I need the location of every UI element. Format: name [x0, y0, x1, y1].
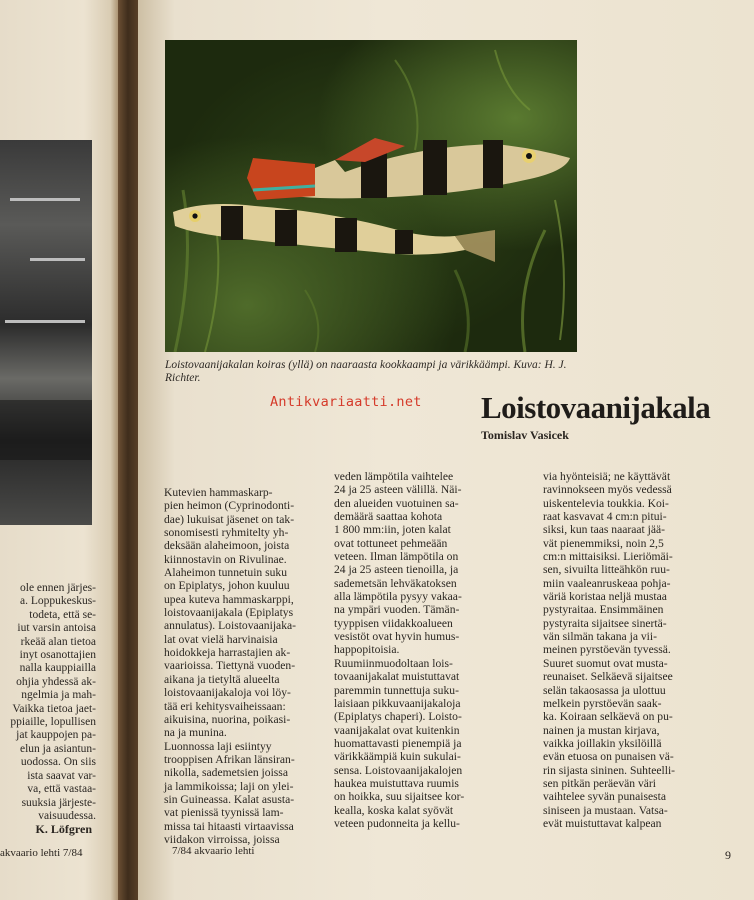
page-number: 9	[725, 848, 731, 862]
text-line: vaisuudessa.	[38, 809, 96, 822]
text-line: selän takaosassa ja ulottuu	[543, 683, 666, 697]
text-line: inyt osanottajien	[19, 649, 96, 662]
text-line: uodossa. On siis	[20, 756, 96, 769]
text-line: ngelmia ja mah-	[21, 689, 96, 702]
text-line: pystyraita sijaitsee sinertä-	[543, 616, 667, 630]
text-line: aikana ja tietyltä alueelta	[164, 672, 280, 686]
article-author: Tomislav Vasicek	[481, 428, 569, 442]
text-line: todeta, että se-	[29, 608, 96, 621]
text-line: nainen ja mustan kirjava,	[543, 723, 660, 737]
text-line: sen pitkän peräevän väri	[543, 776, 656, 790]
text-line: Alaheimon tunnetuin suku	[164, 566, 288, 580]
meeting-photo	[0, 140, 92, 525]
text-line: ka. Koiraan selkäevä on pu-	[543, 710, 673, 724]
signature: K. Löfgren	[35, 822, 92, 836]
text-line: värikkäämpiä kuin sukulai-	[334, 750, 461, 764]
text-line: 1 800 mm:iin, joten kalat	[334, 523, 451, 537]
text-line: ole ennen järjes-	[20, 582, 96, 594]
text-line: miin vaaleanruskeaa pohja-	[543, 576, 671, 590]
text-line: vaikka joillakin yksilöillä	[543, 736, 662, 750]
text-line: pien heimon (Cyprinodonti-	[164, 499, 295, 513]
text-line: vät pienemmiksi, noin 2,5	[543, 536, 664, 550]
text-line: paremmin tunnettuja suku-	[334, 683, 459, 697]
text-line: melkein pyrstöevän saak-	[543, 696, 662, 710]
text-line: a. Loppukeskus-	[19, 595, 96, 608]
watermark: Antikvariaatti.net	[270, 394, 422, 410]
text-line: 24 ja 25 asteen tienoilla, ja	[334, 563, 459, 577]
book-gutter	[118, 0, 140, 900]
article-title: Loistovaanijakala	[481, 390, 711, 425]
text-line: Luonnossa laji esiintyy	[164, 739, 272, 753]
text-line: väriä koristaa neljä mustaa	[543, 590, 667, 604]
text-line: iut varsin antoisa	[17, 622, 96, 635]
text-line: evät muistuttavat kalpean	[543, 816, 662, 830]
text-line: reunaiset. Selkäevä sijaitsee	[543, 670, 673, 684]
text-line: kiinnostavin on Rivulinae.	[164, 552, 287, 566]
text-line: upea kuteva hammaskarppi,	[164, 592, 294, 606]
text-column-2	[334, 470, 500, 830]
text-line: alla lämpötila pysyy vakaa-	[334, 590, 462, 604]
text-line: annulatus). Loistovaanijaka-	[164, 619, 296, 633]
text-line: vesistöt ovat hyvin humus-	[334, 630, 460, 644]
text-line: dae) lukuisat jäsenet on tak-	[164, 512, 295, 526]
text-line: vat pienissä tyynissä lam-	[164, 806, 284, 820]
text-line: den alueiden vuotuinen sa-	[334, 496, 459, 510]
text-line: sensa. Loistovaanijakalojen	[334, 763, 463, 777]
fish-photo	[165, 40, 577, 352]
text-line: lat ovat vielä harvinaisia	[164, 632, 278, 646]
text-line: ppiaille, lopullisen	[10, 716, 96, 729]
text-line: veteen. Ilman lämpötila on	[334, 550, 459, 564]
text-line: suuksia järjeste-	[21, 796, 96, 809]
text-line: tovaanijakalat muistuttavat	[334, 670, 460, 684]
text-line: loistovaanijakaloja voi löy-	[164, 686, 291, 700]
text-column-1	[164, 486, 316, 846]
text-line: ja lammikoissa; laji on ylei-	[164, 779, 294, 793]
text-line: tyyppisen viidakkoalueen	[334, 616, 453, 630]
text-line: veteen pudonneita ja kellu-	[334, 816, 460, 830]
text-line: raat kasvavat 4 cm:n pitui-	[543, 510, 667, 524]
text-line: pystyraitaa. Ensimmäinen	[543, 603, 664, 617]
text-line: ravinnokseen myös vedessä	[543, 483, 672, 497]
right-page	[138, 0, 754, 900]
text-line: missa tai hitaasti virtaavissa	[164, 819, 294, 833]
text-line: cm:n mittaisiksi. Lieriömäi-	[543, 550, 673, 564]
text-line: ista saavat var-	[27, 769, 96, 782]
text-line: deksään alaheimoon, joista	[164, 539, 290, 553]
text-line: on hoikka, suu sijaitsee kor-	[334, 790, 465, 804]
text-line: rin sijasta sininen. Suhteelli-	[543, 763, 676, 777]
text-line: rkeää alan tietoa	[20, 635, 96, 648]
text-line: huomattavasti pienempiä ja	[334, 736, 462, 750]
photo-caption: Loistovaanijakalan koiras (yllä) on naaraasta kookkaampi ja värikkäämpi. Kuva: H. J. Richter.	[165, 359, 567, 384]
text-line: vän silmän takana ja vii-	[543, 630, 657, 644]
text-line: vaarioissa. Tiettynä vuoden-	[164, 659, 296, 673]
text-line: kealla, koska kalat syövät	[334, 803, 454, 817]
text-line: Vaikka tietoa jaet-	[12, 702, 96, 715]
page-footer: 7/84 akvaario lehti	[172, 845, 255, 857]
text-line: nikolla, sademetsien joissa	[164, 766, 288, 780]
left-page-text	[0, 582, 96, 823]
text-line: siksi, kun taas naaraat jää-	[543, 523, 666, 537]
text-line: viidakon virroissa, joissa	[164, 832, 280, 846]
text-line: laisiaan pikkuvaanijakaloja	[334, 696, 461, 710]
text-line: demäärä saattaa kohota	[334, 510, 443, 524]
text-line: sin Guineassa. Kalat asusta-	[164, 792, 295, 806]
text-line: Kutevien hammaskarp-	[164, 486, 273, 499]
left-page-footer: akvaario lehti 7/84	[0, 847, 83, 859]
text-line: tää eri kehitysvaiheissaan:	[164, 699, 286, 713]
text-line: va, että vastaa-	[27, 783, 96, 796]
text-line: Suuret suomut ovat musta-	[543, 656, 668, 670]
text-line: meinen pyrstöevän tyvessä.	[543, 643, 671, 657]
text-line: loistovaanijakala (Epiplatys	[164, 606, 294, 620]
text-line: via hyönteisiä; ne käyttävät	[543, 470, 671, 483]
text-line: elun ja asiantun-	[19, 742, 96, 755]
text-line: evän etuosa on punaisen vä-	[543, 750, 674, 764]
text-line: veden lämpötila vaihtelee	[334, 470, 454, 483]
text-line: vaanijakalat ovat kuitenkin	[334, 723, 460, 737]
text-line: 24 ja 25 asteen välillä. Näi-	[334, 483, 462, 497]
text-line: haukea muistuttava ruumis	[334, 776, 459, 790]
text-line: uiskentelevia toukkia. Koi-	[543, 496, 669, 510]
text-line: on Epiplatys, johon kuuluu	[164, 579, 290, 593]
text-line: jat kauppojen pa-	[16, 729, 96, 742]
text-line: hoidokkeja harrastajien ak-	[164, 646, 291, 660]
text-line: sonomisesti ryhmitelty yh-	[164, 526, 289, 540]
text-line: trooppisen Afrikan länsiran-	[164, 752, 295, 766]
text-line: Ruumiinmuodoltaan lois-	[334, 656, 453, 670]
text-line: aikuisina, nuorina, poikasi-	[164, 712, 291, 726]
text-line: ohjia yhdessä ak-	[16, 675, 96, 688]
text-line: na ympäri vuoden. Tämän-	[334, 603, 460, 617]
text-line: ovat tottuneet pehmeään	[334, 536, 448, 550]
text-column-3	[543, 470, 723, 830]
text-line: siniseen ja mustaan. Vatsa-	[543, 803, 668, 817]
fish-illustration	[165, 40, 577, 352]
text-line: sen, sivuilta litteähkön ruu-	[543, 563, 670, 577]
text-line: happopitoisia.	[334, 643, 400, 657]
text-line: na ja munina.	[164, 726, 227, 740]
text-line: (Epiplatys chaperi). Loisto-	[334, 710, 462, 724]
text-line: sademetsän lehväkatoksen	[334, 576, 457, 590]
text-line: nalla kauppiailla	[19, 662, 96, 675]
left-page	[0, 0, 120, 900]
text-line: vaihtelee syvän punaisesta	[543, 790, 666, 804]
